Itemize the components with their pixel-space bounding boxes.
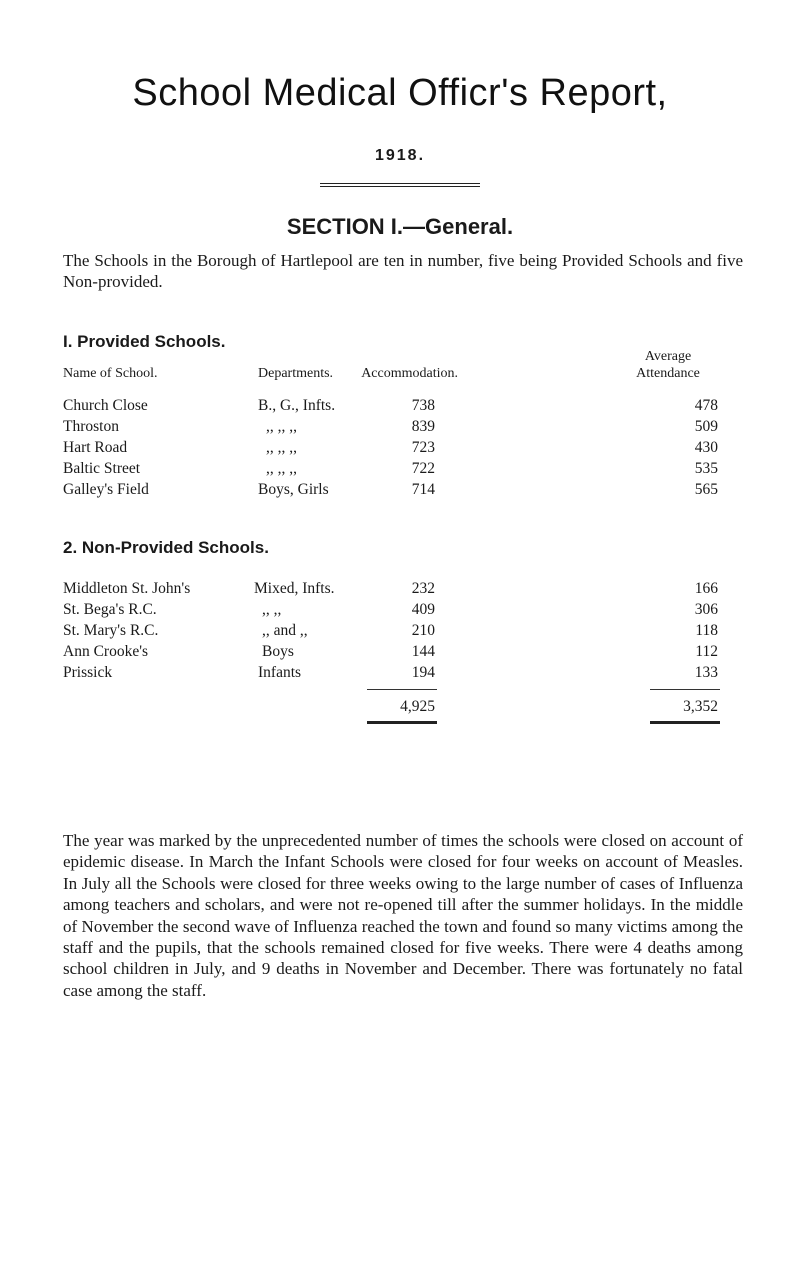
divider-rule — [320, 183, 480, 184]
school-name: Church Close — [63, 397, 148, 414]
school-departments: ,, ,, ,, — [266, 418, 297, 435]
school-departments: ,, ,, ,, — [266, 439, 297, 456]
column-header-name: Name of School. — [63, 366, 158, 381]
school-accommodation: 714 — [411, 481, 435, 498]
school-accommodation: 194 — [411, 664, 435, 681]
school-departments: ,, ,, ,, — [266, 460, 297, 477]
school-name: Throston — [63, 418, 119, 435]
school-name: Ann Crooke's — [63, 643, 149, 660]
school-attendance: 430 — [694, 439, 718, 456]
nonprovided-schools-heading: 2. Non-Provided Schools. — [63, 538, 269, 557]
school-attendance: 535 — [694, 460, 718, 477]
intro-paragraph: The Schools in the Borough of Hartlepool are ten in number, five being Provided Schools and five Non-provided. — [63, 251, 743, 291]
total-accommodation: 4,925 — [400, 698, 435, 715]
total-rule-attendance — [650, 689, 720, 690]
column-header-attendance — [618, 349, 718, 381]
school-accommodation: 738 — [411, 397, 435, 414]
school-attendance: 118 — [695, 622, 718, 639]
school-name: St. Mary's R.C. — [63, 622, 159, 639]
school-departments: B., G., Infts. — [258, 397, 336, 414]
total-attendance: 3,352 — [683, 698, 718, 715]
school-name: Prissick — [63, 664, 113, 681]
school-accommodation: 723 — [411, 439, 435, 456]
double-rule-attendance — [650, 721, 720, 724]
school-departments: Mixed, Infts. — [254, 580, 335, 597]
column-header-accommodation: Accommodation. — [361, 366, 458, 381]
school-attendance: 509 — [694, 418, 718, 435]
school-attendance: 112 — [695, 643, 718, 660]
school-attendance: 478 — [694, 397, 718, 414]
closures-paragraph: The year was marked by the unprecedented number of times the schools were closed on account of epidemic disease. In March the Infant Schools were closed for four weeks on account of Measles. In July all the Schools were closed for three weeks owing to the large number of cases of Influenza among teachers and scholars, and were not re-opened till after the summer holidays. In the middle of November the second wave of Influenza reached the town and found so many victims among the staff and the pupils, that the schools remained closed for five weeks. There were 4 deaths among school children in July, and 9 deaths in November and December. There was fortunately no fatal case among the staff. — [63, 831, 743, 1000]
school-attendance: 166 — [694, 580, 718, 597]
school-name: St. Bega's R.C. — [63, 601, 157, 618]
school-name: Galley's Field — [63, 481, 149, 498]
divider-rule — [320, 186, 480, 187]
report-year: 1918. — [374, 147, 426, 164]
section-heading: SECTION I.—General. — [286, 214, 514, 239]
school-departments: Infants — [258, 664, 302, 681]
school-departments: ,, and ,, — [262, 622, 308, 639]
school-accommodation: 144 — [411, 643, 435, 660]
school-name: Baltic Street — [63, 460, 141, 477]
page-title: School Medical Officr's Report, — [132, 72, 668, 114]
school-departments: Boys — [262, 643, 294, 660]
school-accommodation: 232 — [411, 580, 435, 597]
school-name: Hart Road — [63, 439, 128, 456]
school-attendance: 133 — [694, 664, 718, 681]
provided-schools-heading: I. Provided Schools. — [63, 332, 226, 351]
school-accommodation: 839 — [411, 418, 435, 435]
school-name: Middleton St. John's — [63, 580, 191, 597]
school-departments: ,, ,, — [262, 601, 282, 618]
total-rule-accommodation — [367, 689, 437, 690]
school-departments: Boys, Girls — [258, 481, 329, 498]
school-attendance: 306 — [694, 601, 718, 618]
double-rule-accommodation — [367, 721, 437, 724]
school-accommodation: 210 — [411, 622, 435, 639]
column-header-attendance-line1: Average — [644, 349, 692, 364]
school-attendance: 565 — [694, 481, 718, 498]
column-header-departments: Departments. — [258, 366, 334, 381]
school-accommodation: 409 — [411, 601, 435, 618]
column-header-attendance-line2: Attendance — [636, 366, 700, 381]
school-accommodation: 722 — [411, 460, 435, 477]
